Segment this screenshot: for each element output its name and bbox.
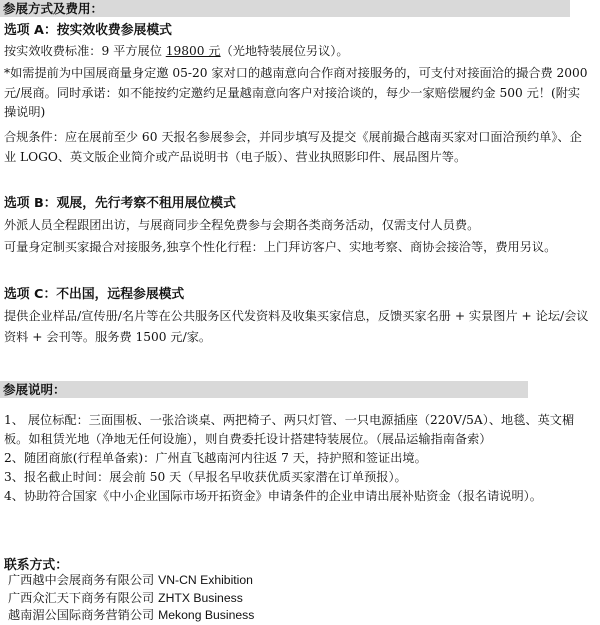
option-a-conditions: 合规条件：应在展前至少 60 天报名参展参会，并同步填写及提交《展前撮合越南买家对口面洽预约单》、企业 LOGO、英文版企业简介或产品说明书（电子版）、营业执照影印件、展品图片等。 — [4, 130, 582, 164]
fee-prefix: 按实效收费标准：9 平方展位 — [4, 44, 166, 58]
company-cn: 越南湄公国际商务营销公司 — [8, 608, 155, 622]
note-item-3: 3、报名截止时间：展会前 50 天（早报名早收获优质买家潜在订单预报）。 — [4, 470, 407, 484]
company-cn: 广西越中会展商务有限公司 — [8, 573, 155, 587]
option-b-heading: 选项 B：观展，先行考察不租用展位模式 — [4, 196, 236, 211]
option-a-fee — [4, 42, 592, 62]
option-c-heading: 选项 C：不出国，远程参展模式 — [4, 287, 185, 302]
section-title-notes: 参展说明： — [0, 381, 528, 398]
company-en: ZHTX Business — [158, 591, 243, 605]
option-b-line1: 外派人员全程跟团出访，与展商同步全程免费参与会期各类商务活动，仅需支付人员费。 — [4, 218, 480, 232]
contact-company-3 — [8, 607, 254, 624]
option-c-text: 提供企业样品/宣传册/名片等在公共服务区代发资料及收集买家信息，反馈买家名册 + 实景图片 + 论坛/会议资料 + 会刊等。服务费 1500 元/家。 — [4, 309, 589, 344]
contact-company-2 — [8, 590, 243, 607]
note-item-1: 1、 展位标配：三面围板、一张洽谈桌、两把椅子、两只灯管、一只电源插座（220V/5A）、地毯、英文楣板。如租赁光地（净地无任何设施），则自费委托设计搭建特装展位。（展品运输指南备索） — [4, 413, 575, 446]
contact-company-1 — [8, 572, 253, 589]
company-en: Mekong Business — [158, 608, 255, 622]
company-cn: 广西众汇天下商务有限公司 — [8, 591, 155, 605]
option-a-note: *如需提前为中国展商量身定邀 05-20 家对口的越南意向合作商对接服务的，可支付对接面洽的撮合费 2000 元/展商。同时承诺：如不能按约定邀约足量越南意向客户对接洽谈的，每少一家赔偿履约金 500 元！(附实操说明) — [4, 66, 588, 119]
fee-amount: 19800 元 — [165, 44, 221, 58]
contact-title: 联系方式： — [4, 558, 68, 573]
company-en: VN-CN Exhibition — [158, 573, 253, 587]
note-item-2: 2、随团商旅(行程单备索)：广州直飞越南河内往返 7 天，持护照和签证出境。 — [4, 451, 427, 465]
section-title-participation: 参展方式及费用： — [0, 0, 570, 17]
option-b-line2: 可量身定制买家撮合对接服务,独享个性化行程：上门拜访客户、实地考察、商协会接洽等，费用另议。 — [4, 240, 557, 254]
option-a-heading: 选项 A：按实效收费参展模式 — [4, 23, 172, 38]
fee-suffix: （光地特装展位另议）。 — [220, 44, 349, 58]
note-item-4: 4、协助符合国家《中小企业国际市场开拓资金》申请条件的企业申请出展补贴资金（报名请说明）。 — [4, 489, 542, 503]
